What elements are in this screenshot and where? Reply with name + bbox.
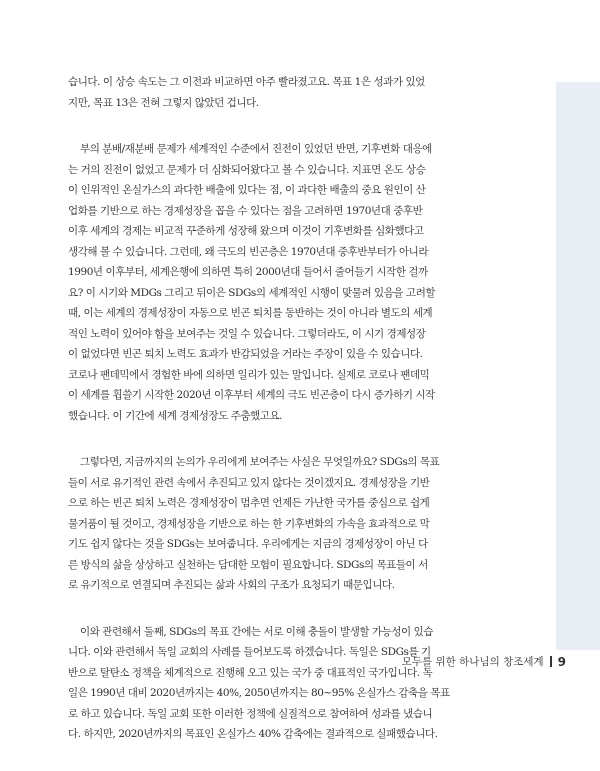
text-line: 때, 이는 세계의 경제성장이 자동으로 빈곤 퇴치를 동반하는 것이 아니라 별도의 세계: [68, 307, 433, 319]
paragraph-3: [68, 452, 534, 596]
text-line: 그렇다면, 지금까지의 논의가 우리에게 보여주는 사실은 무엇일까요? SDGs의 목표: [80, 456, 440, 468]
text-line: 니다. 이와 관련해서 독일 교회의 사례를 들어보도록 하겠습니다. 독일은 SDGs를 기: [68, 646, 431, 658]
text-line: 생각해 볼 수 있습니다. 그런데, 왜 극도의 빈곤층은 1970년대 중후반부터가 아니라: [68, 245, 429, 258]
text-line: 반으로 탈탄소 정책을 체계적으로 진행해 오고 있는 국가 중 대표적인 국가입니다. 독: [68, 666, 433, 679]
text-line: 으로 하는 빈곤 퇴치 노력은 경제성장이 멈추면 언제든 가난한 국가를 중심으로 쉽게: [68, 497, 430, 509]
text-line: 들이 서로 유기적인 관련 속에서 추진되고 있지 않다는 것이겠지요. 경제성장을 기반: [68, 476, 430, 489]
text-line: 른 방식의 삶을 상상하고 실천하는 담대한 모험이 필요합니다. SDGs의 목표들이 서: [68, 558, 428, 571]
text-line: 습니다. 이 상승 속도는 그 이전과 비교하면 아주 빨라졌고요. 목표 1은 성과가 있었: [68, 76, 425, 88]
text-line: 기도 쉽지 않다는 것을 SDGs는 보여줍니다. 우리에게는 지금의 경제성장이 아닌 다: [68, 538, 428, 550]
page-number: 9: [557, 654, 566, 669]
paragraph-4: [68, 622, 534, 745]
footer-divider: [550, 656, 552, 667]
side-tab-decoration: [556, 82, 600, 650]
text-line: 물거품이 될 것이고, 경제성장을 기반으로 하는 한 기후변화의 가속을 효과적으로 막: [68, 517, 430, 530]
text-line: 지만, 목표 13은 전혀 그렇지 않았던 겁니다.: [68, 96, 259, 109]
text-line: 적인 노력이 있어야 함을 보여주는 것일 수 있습니다. 그렇더라도, 이 시기 경제성장: [68, 327, 426, 340]
paragraph-2: [68, 139, 534, 426]
page-footer: [402, 654, 566, 669]
text-line: 로 하고 있습니다. 독일 교회 또한 이러한 정책에 실질적으로 참여하여 성과를 냈습니: [68, 707, 433, 720]
text-line: 일은 1990년 대비 2020년까지는 40%, 2050년까지는 80~95% 온실가스 감축을 목표: [68, 687, 450, 699]
text-line: 다. 하지만, 2020년까지의 목표인 온실가스 40% 감축에는 결과적으로 실패했습니다.: [68, 728, 438, 740]
text-line: 했습니다. 이 기간에 세계 경제성장도 주춤했고요.: [68, 409, 283, 422]
text-line: 1990년 이후부터, 세계은행에 의하면 특히 2000년대 들어서 줄어들기 시작한 걸까: [68, 266, 428, 278]
text-line: 이 세계를 휩쓸기 시작한 2020년 이후부터 세계의 극도 빈곤층이 다시 증가하기 시작: [68, 389, 435, 401]
text-line: 코로나 팬데믹에서 경험한 바에 의하면 일리가 있는 말입니다. 실제로 코로나 팬데믹: [68, 368, 430, 381]
text-line: 부의 분배/재분배 문제가 세계적인 수준에서 진전이 있었던 반면, 기후변화 대응에: [80, 143, 432, 155]
text-line: 이와 관련해서 둘째, SDGs의 목표 간에는 서로 이해 충돌이 발생할 가능성이 있습: [80, 625, 434, 638]
text-line: 이 없었다면 빈곤 퇴치 노력도 효과가 반감되었을 거라는 주장이 있을 수 있습니다.: [68, 348, 423, 360]
text-line: 는 거의 진전이 없었고 문제가 더 심화되어왔다고 볼 수 있습니다. 지표면 온도 상승: [68, 163, 426, 176]
text-line: 요? 이 시기와 MDGs 그리고 뒤이은 SDGs의 세계적인 시행이 맞물려 있음을 고려할: [68, 286, 436, 299]
book-title: 모두를 위한 하나님의 창조세계: [401, 656, 544, 668]
text-line: 로 유기적으로 연결되며 추진되는 삶과 사회의 구조가 요청되기 때문입니다.: [68, 579, 395, 591]
paragraph-1: [68, 72, 534, 113]
text-line: 이후 세계의 경제는 비교적 꾸준하게 성장해 왔으며 이것이 기후변화를 심화했다고: [68, 225, 424, 237]
text-line: 업화를 기반으로 하는 경제성장을 꼽을 수 있다는 점을 고려하면 1970년대 중후반: [68, 204, 423, 217]
text-line: 이 인위적인 온실가스의 과다한 배출에 있다는 점, 이 과다한 배출의 중요 원인이 산: [68, 184, 426, 196]
